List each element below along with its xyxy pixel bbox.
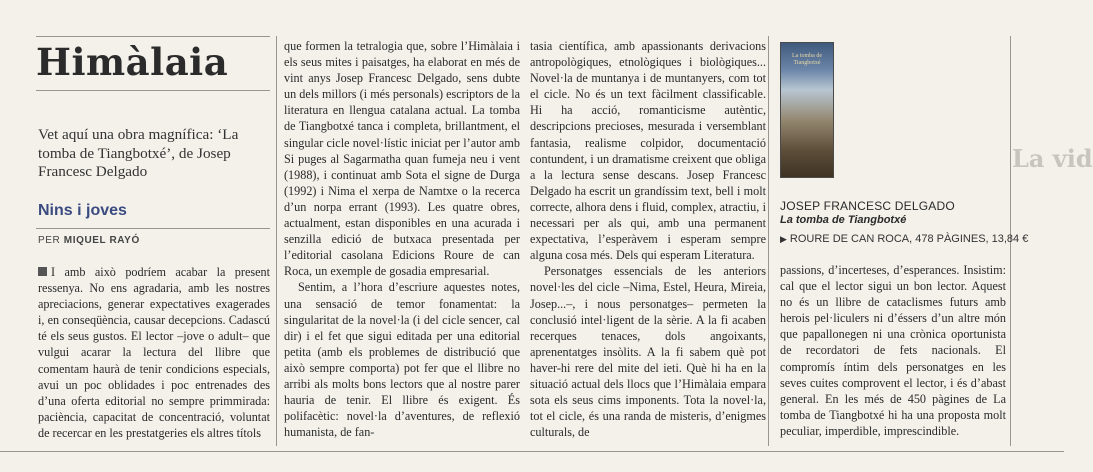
book-author: JOSEP FRANCESC DELGADO — [780, 199, 955, 213]
article-column-4 — [780, 262, 1006, 439]
paragraph: Personatges essencials de les anteriors novel·les del cicle –Nima, Estel, Heura, Mireia, Josep...–, i nous personatges– permeten la conclusió intel·ligent de la sèrie. A la fi acaben recerques tenaces, dols angoixants, aprenentatges insòlits. A la fi sabem què pot haver-hi rere del mite del ieti. Què hi ha en la situació actual dels llocs que l’Himàlaia empara sota els seus cims imponents. Tota la novel·la, tot el cicle, és una randa de misteris, d’enigmes culturals, de — [530, 264, 766, 440]
book-details: ▶ ROURE DE CAN ROCA, 478 PÀGINES, 13,84 € — [780, 233, 1029, 245]
article-column-2 — [284, 38, 520, 440]
byline-prefix: PER — [38, 235, 61, 246]
article-column-1 — [38, 264, 270, 441]
paragraph: tasia científica, amb apassionants derivacions antropològiques, etnològiques i biològiques... Novel·la de muntanya i de muntanyers, com tot el cicle. No és un text fàcilment classificable. Hi ha acció, romanticisme autèntic, descripcions precioses, mesurada i versemblant fantasia, realisme colpidor, documentació contundent, i un dramatisme creixent que obliga a la lectura sense descans. Josep Francesc Delgado ha escrit un grandíssim text, bell i molt correcte, alhora dens i fluid, complex, atractiu, i necessari per als qui, amb una permanent expectativa, l’esperàvem i esperam sempre alguna cosa més. Dels qui esperam Literatura. — [530, 39, 766, 263]
byline — [38, 235, 140, 246]
bottom-rule — [0, 451, 1064, 452]
paragraph: passions, d’incerteses, d’esperances. Insistim: cal que el lector sigui un bon lector. Aquest no és un llibre de cataclismes futurs amb herois pel·liculers ni d’éssers d’un altre món que papallonegen ni una crònica oportunista de recordatori de fets nacionals. El compromís íntim dels personatges en les seves cuites comprovent el lector, i és d’abast general. En les més de 450 pàgines de La tomba de Tiangbotxé hi ha una proposta molt peculiar, imperdible, imprescindible. — [780, 263, 1006, 438]
article-title: Himàlaia — [36, 40, 229, 84]
book-cover-title: La tomba de Tiangbotxé — [792, 53, 822, 66]
book-title: La tomba de Tiangbotxé — [780, 214, 907, 226]
top-rule — [36, 36, 270, 37]
paragraph: I amb això podríem acabar la present ressenya. No ens agradaria, amb les nostres apreciacions, generar expectatives exagerades i, en conseqüència, causar decepcions. Cadascú té els seus gustos. El lector –jove o adult– que vulgui acarar la lectura del llibre que comentam haurà de tenir condicions especials, avui un poc oblidades i poc entrenades des d’una oferta editorial no sempre primmirada: paciència, capacitat de concentració, voluntat de recercar en les prestatgeries els altres títols — [38, 265, 270, 440]
byline-author: MIQUEL RAYÓ — [63, 235, 140, 246]
section-rule — [36, 228, 270, 229]
paragraph: Sentim, a l’hora d’escriure aquestes notes, una sensació de temor fonamentat: la singularitat de la novel·la (i del cicle sencer, cal dir) i el fet que sigui editada per una editorial petita (amb els problemes de distribució que això sempre comporta) pot fer que el llibre no arribi als molts bons lectors que al nostre parer hauria de tenir. El llibre és exigent. És polifacètic: novel·la d’aventures, de reflexió humanista, de fan- — [284, 280, 520, 440]
paragraph-marker-icon — [38, 267, 47, 276]
section-label: Nins i joves — [38, 202, 127, 219]
article-subtitle: Vet aquí una obra magnífica: ‘La tomba de Tiangbotxé’, de Josep Francesc Delgado — [38, 126, 239, 180]
column-rule-1 — [276, 36, 277, 446]
paragraph: que formen la tetralogia que, sobre l’Himàlaia i els seus mites i paisatges, ha elaborat en més de vint anys Josep Francesc Delgado, sens dubte un dels millors (i més personals) escriptors de la literatura en llengua catalana actual. La tomba de Tiangbotxé tanca i completa, brillantment, el singular cicle novel·lístic iniciat per l’autor amb Si puges al Sagarmatha quan fumeja neu i vent (1988), i continuat amb Sota el signe de Durga (1992) i Nima el xerpa de Namtxe o la recerca d’un norpa errant (1993). Les quatre obres, actualment, estan disponibles en una acurada i senzilla edició de butxaca presentada per l’editorial casolana Edicions Roure de can Roca, un exemple de gosadia empresarial. — [284, 39, 520, 279]
book-cover-image — [780, 42, 834, 178]
next-article-heading-fragment: La vid — [1012, 144, 1093, 173]
article-column-3 — [530, 38, 766, 440]
column-rule-2 — [768, 36, 769, 446]
title-underline — [36, 90, 270, 91]
triangle-bullet-icon: ▶ — [780, 234, 787, 244]
